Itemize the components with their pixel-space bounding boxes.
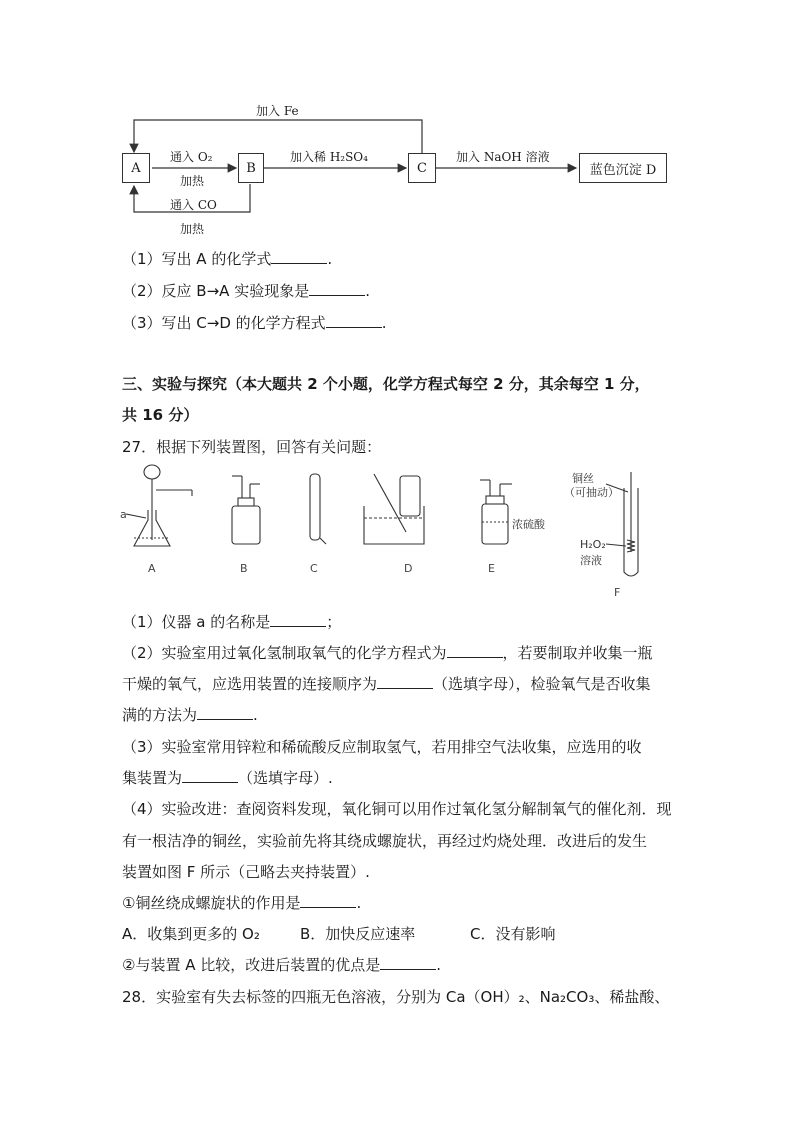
- apparatus-a-flask: [126, 465, 192, 546]
- q27-4c: 装置如图 F 所示（己略去夹持装置）.: [122, 863, 370, 881]
- q27-3b: 集装置为 （选填字母）.: [122, 769, 333, 787]
- label-h2so4: 加入稀 H₂SO₄: [290, 150, 368, 164]
- caption-e: E: [488, 562, 495, 575]
- q27-2b: 干燥的氧气，应选用装置的连接顺序为 （选填字母），检验氧气是否收集: [122, 675, 651, 693]
- q27-4-2: ②与装置 A 比较，改进后装置的优点是 .: [122, 956, 442, 974]
- option-b[interactable]: B．加快反应速率: [300, 925, 416, 943]
- q27-stem: 27．根据下列装置图，回答有关问题：: [122, 438, 382, 456]
- q27-4-1: ①铜丝绕成螺旋状的作用是 .: [122, 894, 362, 912]
- answer-blank[interactable]: [300, 893, 356, 908]
- box-c: C: [408, 153, 436, 183]
- answer-blank[interactable]: [182, 768, 238, 783]
- label-heat-1: 加热: [180, 174, 205, 188]
- label-heat-2: 加热: [180, 222, 205, 236]
- flow-diagram: [118, 92, 678, 242]
- note-conc-sulfuric: 浓硫酸: [512, 518, 545, 531]
- apparatus-b-bottle: [232, 476, 260, 544]
- option-a[interactable]: A．收集到更多的 O₂: [122, 925, 260, 943]
- note-h2o2: H₂O₂: [580, 538, 606, 551]
- caption-a: A: [148, 562, 156, 575]
- q26-1: （1）写出 A 的化学式 .: [122, 250, 333, 268]
- label-naoh: 加入 NaOH 溶液: [456, 150, 550, 164]
- answer-blank[interactable]: [326, 313, 382, 328]
- note-solution: 溶液: [580, 554, 602, 567]
- option-c[interactable]: C．没有影响: [470, 925, 556, 943]
- answer-blank[interactable]: [377, 674, 433, 689]
- q26-3: （3）写出 C→D 的化学方程式 .: [122, 314, 387, 332]
- q27-3a: （3）实验室常用锌粒和稀硫酸反应制取氢气，若用排空气法收集，应选用的收: [122, 738, 642, 756]
- apparatus-e-wash-bottle: [480, 480, 512, 544]
- q26-2: （2）反应 B→A 实验现象是 .: [122, 282, 370, 300]
- apparatus-c-tube: [310, 474, 326, 544]
- section-heading: 三、实验与探究（本大题共 2 个小题，化学方程式每空 2 分，其余每空 1 分，: [122, 375, 650, 393]
- section-heading-2: 共 16 分）: [122, 406, 199, 424]
- q27-1: （1）仪器 a 的名称是 ；: [122, 613, 342, 631]
- answer-blank[interactable]: [309, 281, 365, 296]
- label-a-pointer: a: [120, 508, 127, 521]
- note-copper-wire: 铜丝: [572, 472, 594, 485]
- q27-4b: 有一根洁净的铜丝，实验前先将其绕成螺旋状，再经过灼烧处理．改进后的发生: [122, 832, 648, 850]
- apparatus-figure: [120, 462, 660, 602]
- q27-options: [122, 924, 555, 944]
- label-co: 通入 CO: [170, 198, 217, 212]
- caption-b: B: [240, 562, 248, 575]
- q27-4a: （4）实验改进：查阅资料发现，氧化铜可以用作过氧化氢分解制氧气的催化剂．现: [122, 800, 672, 818]
- answer-blank[interactable]: [270, 612, 326, 627]
- answer-blank[interactable]: [197, 705, 253, 720]
- box-d: 蓝色沉淀 D: [579, 153, 667, 183]
- caption-c: C: [310, 562, 318, 575]
- note-movable: （可抽动）: [564, 486, 619, 499]
- label-add-fe: 加入 Fe: [256, 104, 299, 118]
- label-o2: 通入 O₂: [170, 150, 213, 164]
- q28-stem: 28．实验室有失去标签的四瓶无色溶液，分别为 Ca（OH）₂、Na₂CO₃、稀盐酸、: [122, 988, 670, 1006]
- q27-2c: 满的方法为 .: [122, 706, 258, 724]
- q27-2a: （2）实验室用过氧化氢制取氧气的化学方程式为 ，若要制取并收集一瓶: [122, 644, 653, 662]
- box-a: A: [122, 153, 150, 183]
- caption-d: D: [404, 562, 413, 575]
- apparatus-d-trough: [364, 474, 424, 544]
- box-b: B: [238, 153, 264, 183]
- answer-blank[interactable]: [271, 249, 327, 264]
- caption-f: F: [614, 586, 621, 599]
- answer-blank[interactable]: [380, 955, 436, 970]
- answer-blank[interactable]: [447, 643, 503, 658]
